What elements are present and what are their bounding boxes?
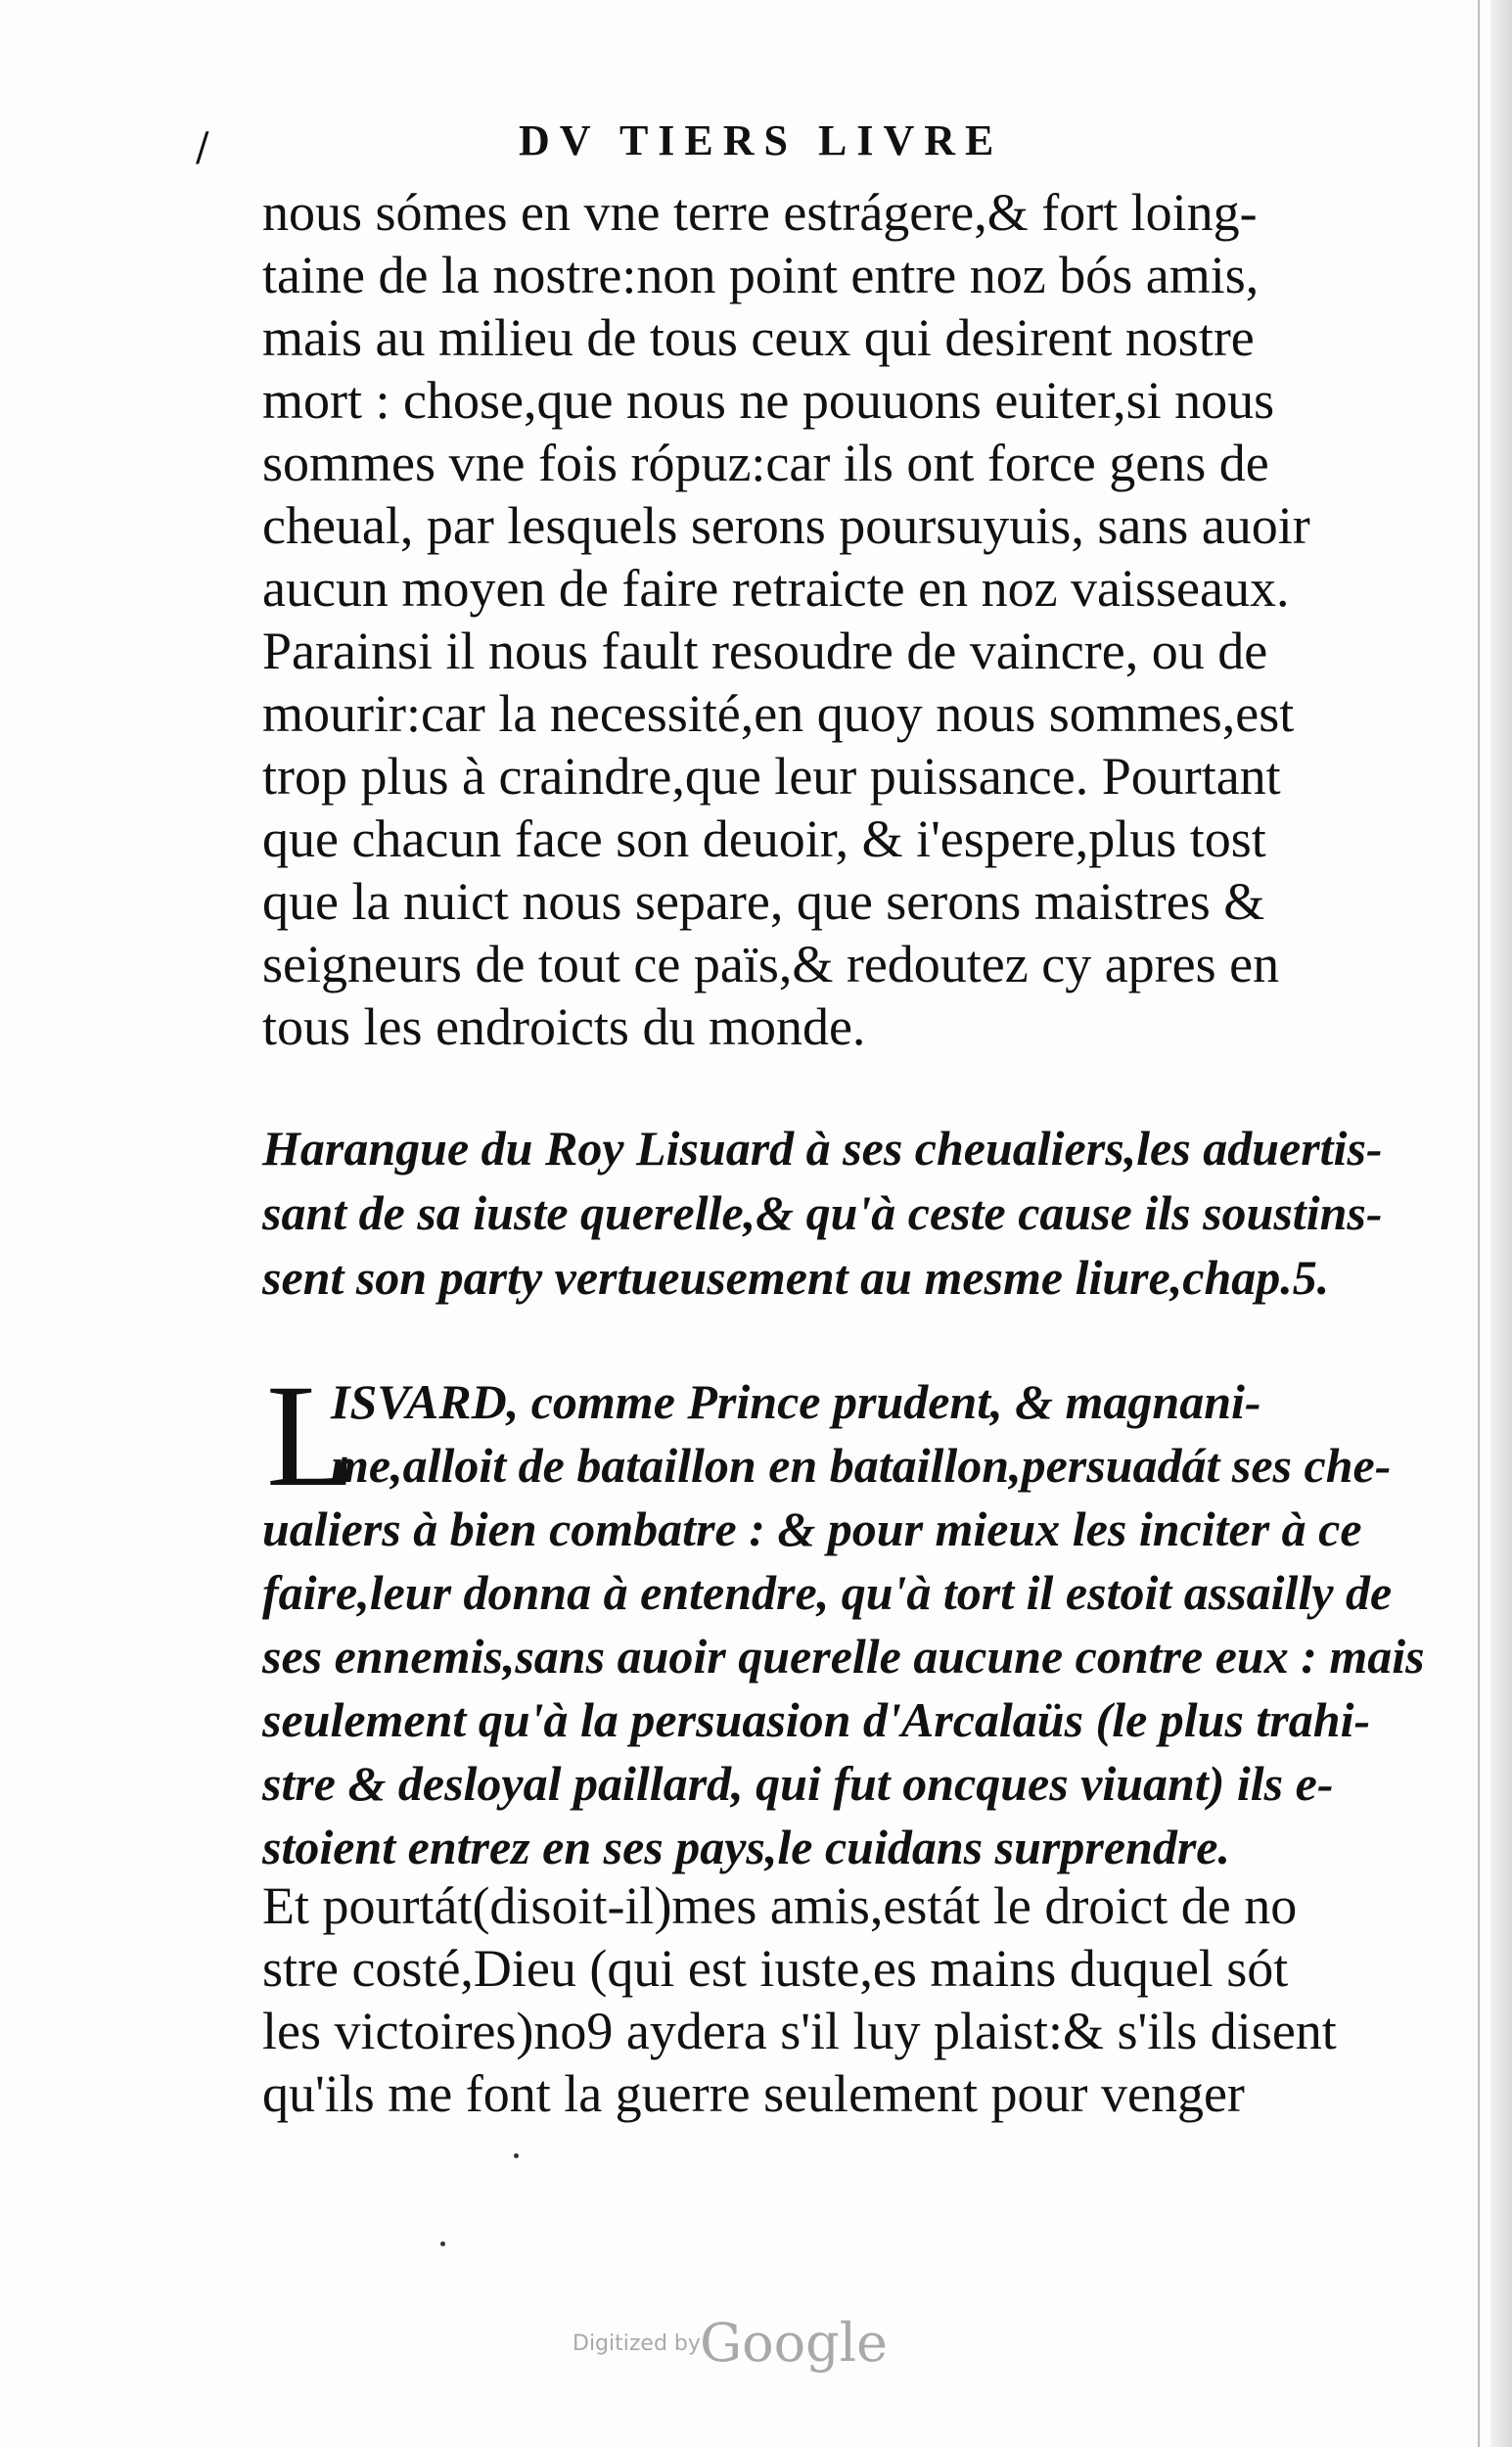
heading-line: Harangue du Roy Lisuard à ses cheualiers,les aduertis- (262, 1121, 1383, 1176)
text-line: trop plus à craindre,que leur puissance. Pourtant (262, 747, 1281, 806)
italic-line: seulement qu'à la persuasion d'Arcalaüs (le plus trahi- (262, 1692, 1371, 1747)
text-line: mort : chose,que nous ne pouuons euiter,si nous (262, 371, 1275, 430)
text-line: aucun moyen de faire retraicte en noz vaisseaux. (262, 559, 1290, 618)
text-line: mourir:car la necessité,en quoy nous sommes,est (262, 684, 1295, 743)
italic-line: stoient entrez en ses pays,le cuidans surprendre. (262, 1820, 1230, 1874)
text-line: Et pourtát(disoit-il)mes amis,estát le droict de no (262, 1876, 1298, 1935)
page-edge-rule (1478, 0, 1480, 2447)
heading-line: sent son party vertueusement au mesme liure,chap.5. (262, 1250, 1330, 1305)
heading-line: sant de sa iuste querelle,& qu'à ceste cause ils soustins- (262, 1185, 1383, 1240)
speck (440, 2241, 445, 2246)
text-line: que chacun face son deuoir, & i'espere,plus tost (262, 809, 1266, 868)
text-line: Parainsi il nous fault resoudre de vaincre, ou de (262, 622, 1268, 680)
text-line: stre costé,Dieu (qui est iuste,es mains duquel sót (262, 1939, 1289, 1998)
page-edge-shadow (1490, 0, 1512, 2447)
text-line: taine de la nostre:non point entre noz bós amis, (262, 246, 1260, 304)
digitized-by-label: Digitized by (573, 2332, 701, 2356)
section-heading (262, 1116, 1383, 1310)
text-line: tous les endroicts du monde. (262, 997, 866, 1056)
text-line: que la nuict nous separe, que serons maistres & (262, 872, 1265, 931)
body-paragraph (262, 181, 1358, 1058)
text-line: sommes vne fois rópuz:car ils ont force gens de (262, 434, 1269, 492)
text-line: seigneurs de tout ce païs,& redoutez cy apres en (262, 935, 1280, 993)
italic-line: ISVARD, comme Prince prudent, & magnani- (331, 1374, 1261, 1429)
drop-cap: L (266, 1355, 356, 1517)
running-header: DV TIERS LIVRE (519, 116, 1004, 164)
margin-mark: / (196, 125, 209, 170)
italic-line: me,alloit de bataillon en bataillon,persuadát ses che- (331, 1438, 1392, 1493)
italic-line: ualiers à bien combatre : & pour mieux les inciter à ce (262, 1501, 1362, 1556)
text-line: les victoires)no9 aydera s'il luy plaist:& s'ils disent (262, 2002, 1337, 2060)
text-line: nous sómes en vne terre estrágere,& fort loing- (262, 183, 1258, 242)
text-line: mais au milieu de tous ceux qui desirent nostre (262, 308, 1255, 367)
text-line: qu'ils me font la guerre seulement pour venger (262, 2064, 1245, 2123)
text-line: cheual, par lesquels serons poursuyuis, sans auoir (262, 496, 1310, 555)
italic-line: stre & desloyal paillard, qui fut oncques viuant) ils e- (262, 1756, 1334, 1811)
google-logo: Google (700, 2312, 888, 2374)
italic-paragraph (262, 1370, 1425, 1879)
continuation-paragraph (262, 1874, 1358, 2125)
speck (514, 2153, 519, 2158)
italic-line: ses ennemis,sans auoir querelle aucune contre eux : mais (262, 1629, 1425, 1684)
italic-line: faire,leur donna à entendre, qu'à tort il estoit assailly de (262, 1565, 1393, 1620)
